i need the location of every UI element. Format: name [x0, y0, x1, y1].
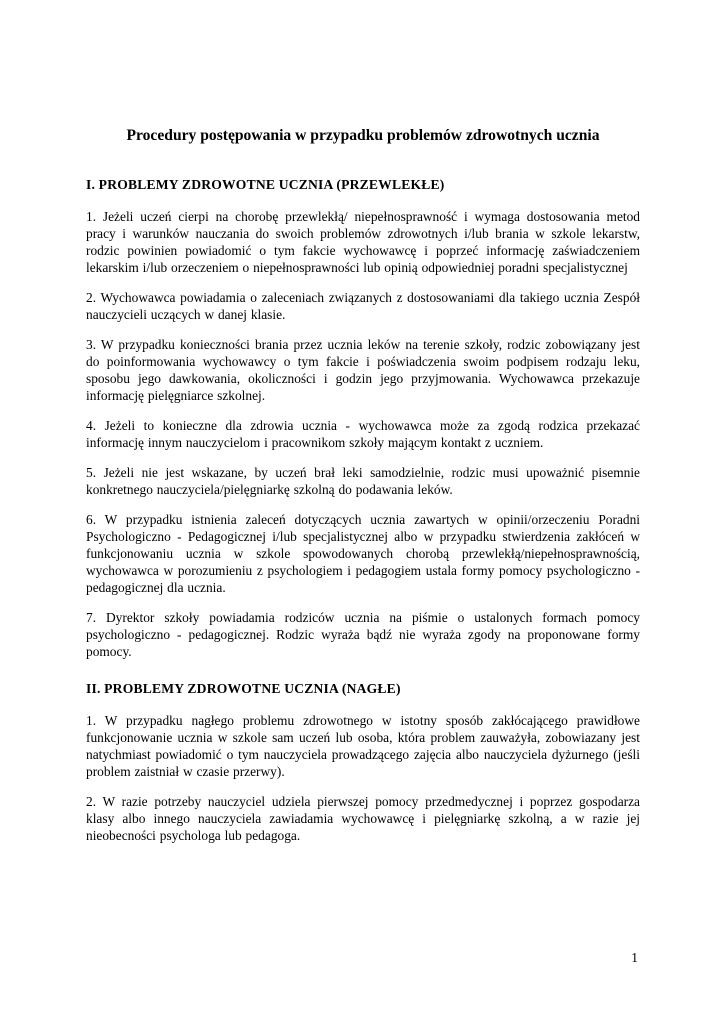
- section-heading-chronic: I. PROBLEMY ZDROWOTNE UCZNIA (PRZEWLEKŁE): [86, 177, 445, 192]
- paragraph: 5. Jeżeli nie jest wskazane, by uczeń brał leki samodzielnie, rodzic musi upoważnić pisemnie konkretnego nauczyciela/pielęgniarkę szkolną do podawania leków.: [86, 465, 640, 497]
- paragraph: 1. Jeżeli uczeń cierpi na chorobę przewlekłą/ niepełnosprawność i wymaga dostosowania metod pracy i warunków nauczania do swoich problemów zdrowotnych i/lub brania w szkole lekarstw, rodzic powinien powiadomić o tym fakcie wychowawcę i poprzeć informację zaświadczeniem lekarskim i/lub orzeczeniem o niepełnosprawności lub opinią odpowiedniej poradni specjalistycznej: [86, 209, 640, 275]
- paragraph: 7. Dyrektor szkoły powiadamia rodziców ucznia na piśmie o ustalonych formach pomocy psychologiczno - pedagogicznej. Rodzic wyraża bądź nie wyraża zgody na proponowane formy pomocy.: [86, 610, 640, 659]
- paragraph: 3. W przypadku konieczności brania przez ucznia leków na terenie szkoły, rodzic zobowiązany jest do poinformowania wychowawcy o tym fakcie i poświadczenia swoim podpisem rodzaju leku, sposobu jego dawkowania, okoliczności i godzin jego przyjmowania. Wychowawca przekazuje informację pielęgniarce szkolnej.: [86, 337, 640, 403]
- page-number: 1: [631, 950, 638, 965]
- section-chronic-health-problems: [86, 176, 640, 660]
- paragraph: 4. Jeżeli to konieczne dla zdrowia ucznia - wychowawca może za zgodą rodzica przekazać informację innym nauczycielom i pracownikom szkoły mającym kontakt z uczniem.: [86, 418, 640, 450]
- paragraph: 1. W przypadku nagłego problemu zdrowotnego w istotny sposób zakłócającego prawidłowe funkcjonowanie ucznia w szkole sam uczeń lub osoba, która problem zauważyła, zobowiazany jest natychmiast powiadomić o tym nauczyciela prowadzącego zajęcia albo nauczyciela dyżurnego (jeśli problem zaistniał w czasie przerwy).: [86, 713, 640, 779]
- paragraph: 2. W razie potrzeby nauczyciel udziela pierwszej pomocy przedmedycznej i poprzez gospodarza klasy albo innego nauczyciela zawiadamia wychowawcę i pielęgniarkę szkolną, a w razie jej nieobecności psychologa lub pedagoga.: [86, 794, 640, 843]
- section-heading-acute: II. PROBLEMY ZDROWOTNE UCZNIA (NAGŁE): [86, 681, 401, 696]
- paragraph: 6. W przypadku istnienia zaleceń dotyczących ucznia zawartych w opinii/orzeczeniu Poradni Psychologiczno - Pedagogicznej i/lub specjalistycznej albo w przypadku stwierdzenia zakłóceń w funkcjonowaniu ucznia w szkole spowodowanych chorobą przewlekłą/niepełnosprawnością, wychowawca w porozumieniu z psychologiem i pedagogiem ustala formy pomocy psychologiczno - pedagogicznej dla ucznia.: [86, 512, 640, 595]
- section-acute-health-problems: [86, 680, 640, 844]
- paragraph: 2. Wychowawca powiadamia o zaleceniach związanych z dostosowaniami dla takiego ucznia Zespół nauczycieli uczących w danej klasie.: [86, 290, 640, 322]
- document-title: Procedury postępowania w przypadku problemów zdrowotnych ucznia: [126, 127, 600, 144]
